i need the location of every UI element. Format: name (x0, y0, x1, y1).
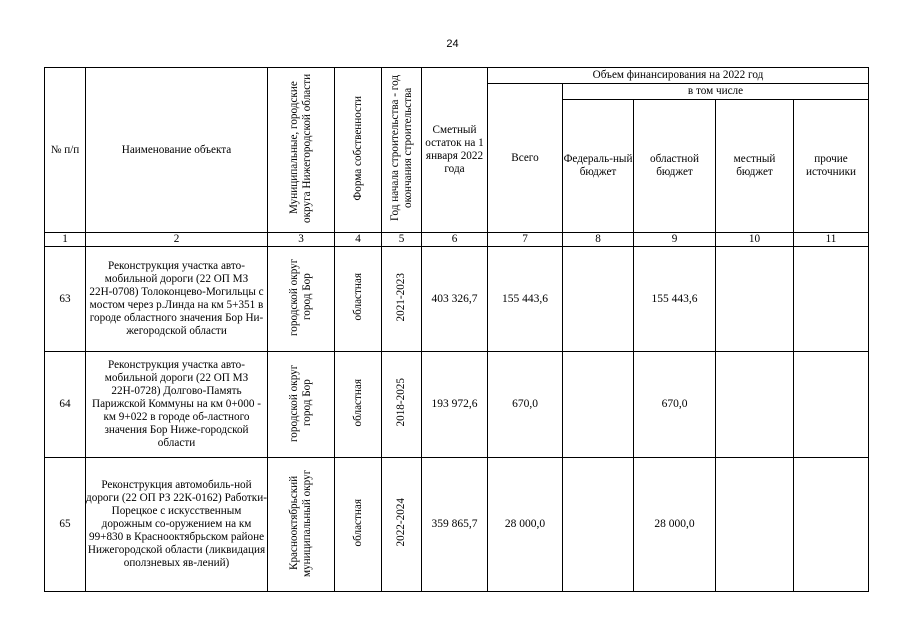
table-row (45, 247, 869, 352)
row-total: 670,0 (488, 352, 563, 458)
row-federal (563, 352, 634, 458)
header-municipality-cell (268, 68, 335, 233)
row-federal (563, 458, 634, 592)
row-ownership: областная (351, 273, 364, 321)
header-local: местный бюджет (716, 100, 794, 233)
row-municipality-cell (268, 247, 335, 352)
header-ownership-cell (335, 68, 382, 233)
row-total: 28 000,0 (488, 458, 563, 592)
header-including: в том числе (563, 84, 869, 100)
row-years-cell (382, 352, 422, 458)
header-years: Год начала строительства - год окончания строительства (388, 74, 414, 222)
column-number: 7 (488, 233, 563, 247)
table-row (45, 352, 869, 458)
header-name: Наименование объекта (86, 68, 268, 233)
row-federal (563, 247, 634, 352)
column-number: 2 (86, 233, 268, 247)
header-balance: Сметный остаток на 1 января 2022 года (422, 68, 488, 233)
row-municipality: Краснооктябрьский муниципальный округ (288, 468, 313, 577)
row-municipality: городской округ город Бор (288, 363, 313, 442)
row-num: 64 (45, 352, 86, 458)
header-years-cell (382, 68, 422, 233)
row-municipality-cell (268, 352, 335, 458)
row-local (716, 247, 794, 352)
row-ownership-cell (335, 247, 382, 352)
header-other: прочие источники (794, 100, 869, 233)
row-years: 2021-2023 (395, 272, 407, 322)
row-ownership-cell (335, 458, 382, 592)
column-number: 4 (335, 233, 382, 247)
column-number: 11 (794, 233, 869, 247)
column-number: 10 (716, 233, 794, 247)
header-regional: областной бюджет (634, 100, 716, 233)
row-name: Реконструкция участка авто-мобильной дороги (22 ОП МЗ 22Н-0708) Толоконцево-Могильцы с мостом через р.Линда на км 5+351 в городе областного значения Бор Ни-жегородской области (86, 247, 268, 352)
row-name: Реконструкция участка авто-мобильной дороги (22 ОП МЗ 22Н-0728) Долгово-Память Парижской Коммуны на км 0+000 - км 9+022 в городе об-ластного значения Бор Ниже-городской области (86, 352, 268, 458)
row-balance: 359 865,7 (422, 458, 488, 592)
header-num: № п/п (45, 68, 86, 233)
row-ownership: областная (351, 498, 364, 547)
row-total: 155 443,6 (488, 247, 563, 352)
row-ownership: областная (351, 378, 364, 427)
row-years-cell (382, 247, 422, 352)
row-years-cell (382, 458, 422, 592)
row-num: 65 (45, 458, 86, 592)
row-municipality-cell (268, 458, 335, 592)
row-num: 63 (45, 247, 86, 352)
column-number: 3 (268, 233, 335, 247)
row-balance: 193 972,6 (422, 352, 488, 458)
financing-table (44, 67, 869, 592)
header-municipality: Муниципальные, городские округа Нижегородской области (288, 73, 313, 223)
column-number: 6 (422, 233, 488, 247)
row-other (794, 247, 869, 352)
row-local (716, 458, 794, 592)
row-regional: 670,0 (634, 352, 716, 458)
row-regional: 28 000,0 (634, 458, 716, 592)
column-number: 8 (563, 233, 634, 247)
row-regional: 155 443,6 (634, 247, 716, 352)
row-years: 2018-2025 (395, 378, 407, 427)
header-federal: Федераль-ный бюджет (563, 100, 634, 233)
row-other (794, 458, 869, 592)
column-number: 1 (45, 233, 86, 247)
row-other (794, 352, 869, 458)
row-ownership-cell (335, 352, 382, 458)
table-row (45, 458, 869, 592)
column-number: 9 (634, 233, 716, 247)
header-total: Всего (488, 84, 563, 233)
row-name: Реконструкция автомобиль-ной дороги (22 ОП РЗ 22К-0162) Работки-Порецкое с искусственным дорожным со-оружением на км 99+830 в Краснооктябрьском районе Нижегородской области (ликвидация оползневых яв-лений) (86, 458, 268, 592)
page-number: 24 (446, 38, 459, 50)
header-ownership: Форма собственности (351, 95, 364, 201)
row-local (716, 352, 794, 458)
row-years: 2022-2024 (395, 498, 407, 547)
row-municipality: городской округ город Бор (288, 258, 313, 336)
header-financing-group: Объем финансирования на 2022 год (488, 68, 869, 84)
column-number: 5 (382, 233, 422, 247)
row-balance: 403 326,7 (422, 247, 488, 352)
